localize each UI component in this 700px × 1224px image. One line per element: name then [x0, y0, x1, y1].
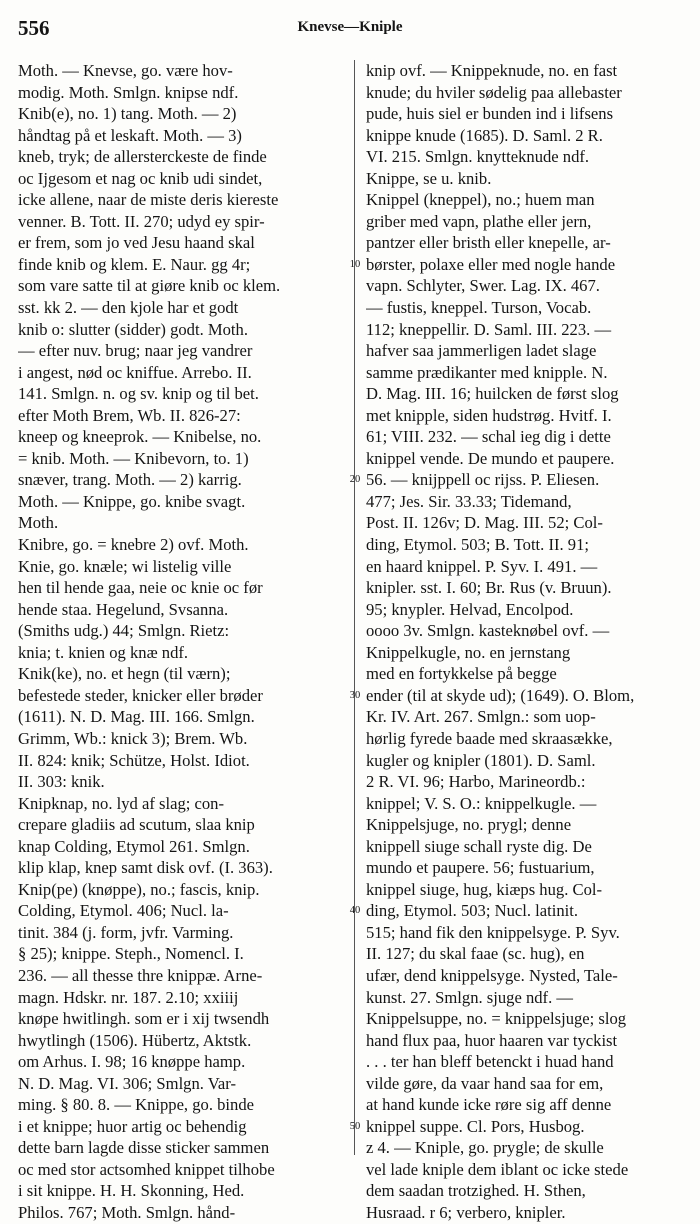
- text-line: ding, Etymol. 503; B. Tott. II. 91;: [366, 535, 590, 555]
- text-line: crepare gladiis ad scutum, slaa knip: [18, 815, 255, 835]
- text-line: hand flux paa, huor haaren var tyckist: [366, 1030, 618, 1050]
- text-line: i sit knippe. H. H. Skonning, Hed.: [18, 1181, 245, 1201]
- text-line: II. 824: knik; Schütze, Holst. Idiot.: [18, 750, 250, 770]
- text-line: at hand kunde icke røre sig aff denne: [366, 1095, 612, 1115]
- page-header: [18, 16, 682, 42]
- text-line: håndtag på et leskaft. Moth. — 3): [18, 125, 242, 145]
- text-line: Knib(e), no. 1) tang. Moth. — 2): [18, 104, 237, 124]
- text-line: Knipknap, no. lyd af slag; con-: [18, 793, 224, 813]
- margin-line-number: 30: [349, 689, 361, 701]
- text-line: 141. Smlgn. n. og sv. knip og til bet.: [18, 384, 259, 404]
- text-line: er frem, som jo ved Jesu haand skal: [18, 233, 255, 253]
- text-line: en haard knippel. P. Syv. I. 491. —: [366, 556, 598, 576]
- text-line: i et knippe; huor artig oc behendig: [18, 1116, 247, 1136]
- text-line: magn. Hdskr. nr. 187. 2.10; xxiiij: [18, 987, 239, 1007]
- text-line: dette barn lagde disse sticker sammen: [18, 1138, 270, 1158]
- text-line: met knipple, siden hudstrøg. Hvitf. I.: [366, 405, 612, 425]
- text-line: knude; du hviler sødelig paa allebaster: [366, 82, 622, 102]
- text-line: ufær, dend knippelsyge. Nysted, Tale-: [366, 965, 618, 985]
- text-line: knippel; V. S. O.: knippelkugle. —: [366, 793, 597, 813]
- text-line: knib o: slutter (sidder) godt. Moth.: [18, 319, 248, 339]
- text-line: Knik(ke), no. et hegn (til værn);: [18, 664, 231, 684]
- text-line: 112; kneppellir. D. Saml. III. 223. —: [366, 319, 612, 339]
- text-line: . . . ter han bleff betenckt i huad hand: [366, 1052, 614, 1072]
- text-line: Moth.: [18, 513, 59, 533]
- text-line: knia; t. knien og knæ ndf.: [18, 642, 189, 662]
- column-divider: [354, 60, 355, 1155]
- text-line: knip ovf. — Knippeknude, no. en fast: [366, 61, 618, 80]
- text-line: børster, polaxe eller med nogle hande: [366, 254, 616, 274]
- text-line: hen til hende gaa, neie oc knie oc før: [18, 578, 263, 598]
- text-line: oc med stor actsomhed knippet tilhobe: [18, 1159, 275, 1179]
- text-line: Knip(pe) (knøppe), no.; fascis, knip.: [18, 879, 260, 899]
- text-line: vel lade kniple dem iblant oc icke stede: [366, 1159, 629, 1179]
- text-line: knippe knude (1685). D. Saml. 2 R.: [366, 125, 603, 145]
- text-line: hafver saa jammerligen ladet slage: [366, 341, 597, 361]
- text-line: ender (til at skyde ud); (1649). O. Blom,: [366, 685, 635, 705]
- text-line: II. 127; du skal faae (sc. hug), en: [366, 944, 585, 964]
- text-line: efter Moth Brem, Wb. II. 826-27:: [18, 405, 241, 425]
- text-line: Grimm, Wb.: knick 3); Brem. Wb.: [18, 728, 248, 748]
- text-line: med en fortykkelse på begge: [366, 664, 557, 684]
- margin-line-number: 50: [349, 1120, 361, 1132]
- text-line: — efter nuv. brug; naar jeg vandrer: [18, 341, 253, 361]
- text-line: sst. kk 2. — den kjole har et godt: [18, 298, 239, 318]
- text-line: knippell siuge schall ryste dig. De: [366, 836, 592, 856]
- text-line: knippel suppe. Cl. Pors, Husbog.: [366, 1116, 585, 1136]
- text-line: § 25); knippe. Steph., Nomencl. I.: [18, 944, 244, 964]
- text-line: 61; VIII. 232. — schal ieg dig i dette: [366, 427, 611, 447]
- text-line: D. Mag. III. 16; huilcken de først slog: [366, 384, 619, 404]
- text-line: befestede steder, knicker eller brøder: [18, 685, 263, 705]
- margin-line-number: 20: [349, 474, 361, 486]
- text-line: snæver, trang. Moth. — 2) karrig.: [18, 470, 242, 490]
- text-line: 95; knypler. Helvad, Encolpod.: [366, 599, 574, 619]
- text-line: vapn. Schlyter, Swer. Lag. IX. 467.: [366, 276, 600, 296]
- text-line: om Arhus. I. 98; 16 knøppe hamp.: [18, 1052, 246, 1072]
- margin-line-number: 40: [349, 905, 361, 917]
- text-line: venner. B. Tott. II. 270; udyd ey spir-: [18, 211, 265, 231]
- text-line: Moth. — Knevse, go. være hov-: [18, 61, 233, 80]
- text-line: 236. — all thesse thre knippæ. Arne-: [18, 965, 263, 985]
- text-line: N. D. Mag. VI. 306; Smlgn. Var-: [18, 1073, 236, 1093]
- text-line: Moth. — Knippe, go. knibe svagt.: [18, 491, 246, 511]
- text-line: knipler. sst. I. 60; Br. Rus (v. Bruun).: [366, 578, 612, 598]
- margin-line-number: 10: [349, 258, 361, 270]
- text-line: dem saadan trotzighed. H. Sthen,: [366, 1181, 586, 1201]
- text-line: i angest, nød oc kniffue. Arrebo. II.: [18, 362, 252, 382]
- left-column: [18, 60, 344, 1224]
- text-line: knippel siuge, hug, kiæps hug. Col-: [366, 879, 602, 899]
- text-line: klip klap, knep samt disk ovf. (I. 363).: [18, 858, 273, 878]
- running-title: Knevse—Kniple: [297, 19, 403, 35]
- text-line: — fustis, kneppel. Turson, Vocab.: [366, 298, 592, 318]
- text-line: hwytlingh (1506). Hübertz, Aktstk.: [18, 1030, 252, 1050]
- text-line: Knippelsuppe, no. = knippelsjuge; slog: [366, 1009, 627, 1029]
- text-line: kneb, tryk; de allersterckeste de finde: [18, 147, 267, 167]
- text-line: som vare satte til at giøre knib oc klem.: [18, 276, 281, 296]
- text-line: II. 303: knik.: [18, 772, 105, 792]
- text-line: Philos. 767; Moth. Smlgn. hånd-: [18, 1202, 236, 1222]
- text-line: (1611). N. D. Mag. III. 166. Smlgn.: [18, 707, 255, 727]
- text-line: knøpe hwitlingh. som er i xij twsendh: [18, 1009, 270, 1029]
- text-line: kneep og kneeprok. — Knibelse, no.: [18, 427, 262, 447]
- text-line: Kr. IV. Art. 267. Smlgn.: som uop-: [366, 707, 596, 727]
- text-line: modig. Moth. Smlgn. knipse ndf.: [18, 82, 239, 102]
- text-line: Knippe, se u. knib.: [366, 168, 492, 188]
- text-line: tinit. 384 (j. form, jvfr. Varming.: [18, 922, 234, 942]
- text-line: kunst. 27. Smlgn. sjuge ndf. —: [366, 987, 573, 1007]
- text-line: (Smiths udg.) 44; Smlgn. Rietz:: [18, 621, 230, 641]
- text-line: Knippelkugle, no. en jernstang: [366, 642, 571, 662]
- text-line: 2 R. VI. 96; Harbo, Marineordb.:: [366, 772, 586, 792]
- text-line: = knib. Moth. — Knibevorn, to. 1): [18, 448, 249, 468]
- right-column: [366, 60, 686, 1224]
- text-line: hørlig fyrede baade med skraasække,: [366, 728, 613, 748]
- text-line: pude, huis siel er bunden ind i lifsens: [366, 104, 614, 124]
- text-line: Knippelsjuge, no. prygl; denne: [366, 815, 572, 835]
- text-line: Knie, go. knæle; wi listelig ville: [18, 556, 232, 576]
- text-line: 56. — knijppell oc rijss. P. Eliesen.: [366, 470, 600, 490]
- text-line: 477; Jes. Sir. 33.33; Tidemand,: [366, 491, 572, 511]
- text-line: oooo 3v. Smlgn. kasteknøbel ovf. —: [366, 621, 610, 641]
- text-line: ding, Etymol. 503; Nucl. latinit.: [366, 901, 579, 921]
- text-line: finde knib og klem. E. Naur. gg 4r;: [18, 254, 251, 274]
- text-line: oc Ijgesom et nag oc knib udi sindet,: [18, 168, 263, 188]
- text-line: z 4. — Kniple, go. prygle; de skulle: [366, 1138, 604, 1158]
- text-line: Husraad. r 6; verbero, knipler.: [366, 1202, 566, 1222]
- text-line: knap Colding, Etymol 261. Smlgn.: [18, 836, 250, 856]
- text-line: vilde gøre, da vaar hand saa for em,: [366, 1073, 604, 1093]
- text-line: Knippel (kneppel), no.; huem man: [366, 190, 595, 210]
- text-line: VI. 215. Smlgn. knytteknude ndf.: [366, 147, 590, 167]
- text-line: Knibre, go. = knebre 2) ovf. Moth.: [18, 535, 249, 555]
- text-line: samme prædikanter med knipple. N.: [366, 362, 608, 382]
- text-line: Post. II. 126v; D. Mag. III. 52; Col-: [366, 513, 603, 533]
- text-line: ming. § 80. 8. — Knippe, go. binde: [18, 1095, 254, 1115]
- text-line: 515; hand fik den knippelsyge. P. Syv.: [366, 922, 620, 942]
- text-line: icke allene, naar de miste deris kiereste: [18, 190, 279, 210]
- text-line: knippel vende. De mundo et paupere.: [366, 448, 615, 468]
- text-line: griber med vapn, plathe eller jern,: [366, 211, 592, 231]
- text-line: mundo et paupere. 56; fustuarium,: [366, 858, 595, 878]
- page-number: 556: [18, 16, 50, 40]
- text-line: pantzer eller bristh eller knepelle, ar-: [366, 233, 611, 253]
- text-line: kugler og knipler (1801). D. Saml.: [366, 750, 596, 770]
- text-line: hende staa. Hegelund, Svsanna.: [18, 599, 229, 619]
- text-line: Colding, Etymol. 406; Nucl. la-: [18, 901, 229, 921]
